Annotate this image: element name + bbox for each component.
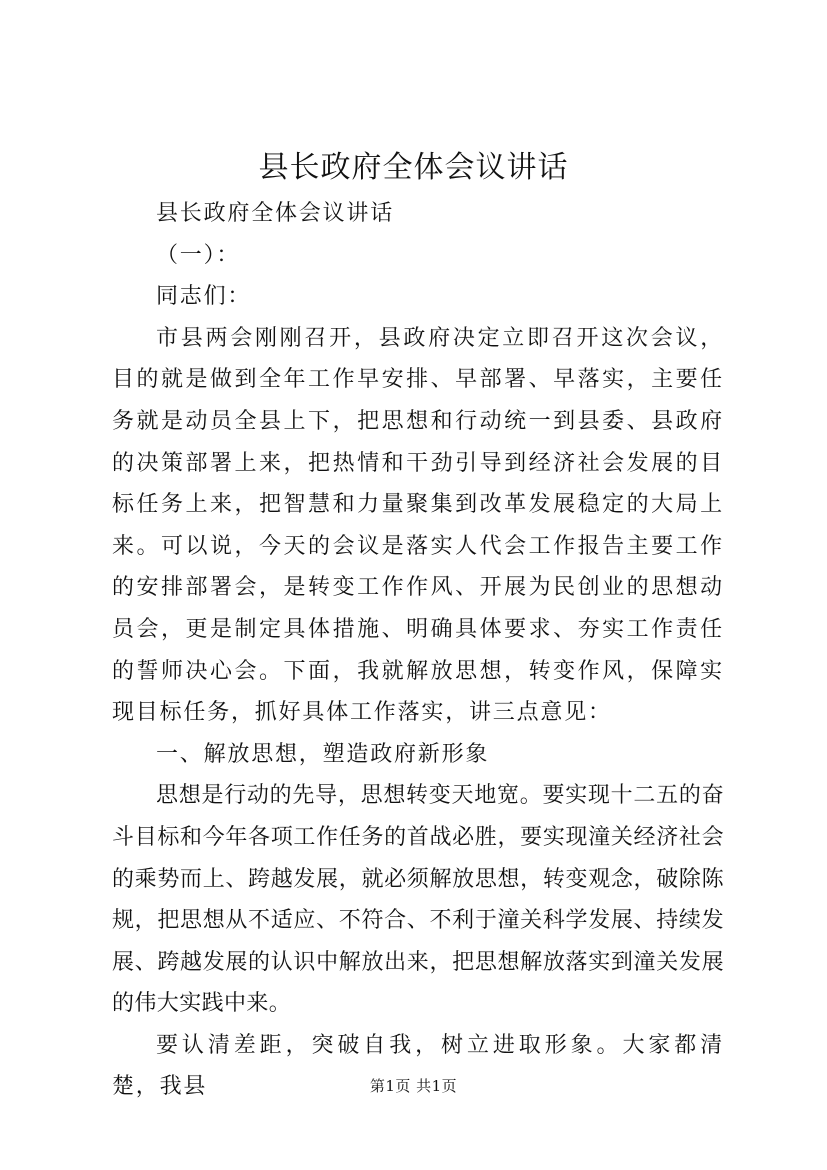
- body-paragraph: 思想是行动的先导，思想转变天地宽。要实现十二五的奋斗目标和今年各项工作任务的首战必胜，要实现潼关经济社会的乘势而上、跨越发展，就必须解放思想，转变观念，破除陈规，把思想从不适应、不符合、不利于潼关科学发展、持续发展、跨越发展的认识中解放出来，把思想解放落实到潼关发展的伟大实践中来。: [112, 783, 724, 1017]
- body-paragraph: 要认清差距，突破自我，树立进取形象。大家都清楚，我县: [112, 1032, 724, 1100]
- document-body: [112, 193, 724, 1108]
- document-title: 县长政府全体会议讲话: [258, 150, 569, 185]
- section-marker-paragraph: （一）：: [156, 242, 241, 268]
- salutation-paragraph: 同志们：: [156, 284, 252, 310]
- page-footer: 第1页 共1页: [369, 1077, 458, 1095]
- section-heading-paragraph: 一、解放思想，塑造政府新形象: [156, 741, 490, 767]
- body-paragraph: 市县两会刚刚召开，县政府决定立即召开这次会议，目的就是做到全年工作早安排、早部署、早落实，主要任务就是动员全县上下，把思想和行动统一到县委、县政府的决策部署上来，把热情和干劲引导到经济社会发展的目标任务上来，把智慧和力量聚集到改革发展稳定的大局上来。可以说，今天的会议是落实人代会工作报告主要工作的安排部署会，是转变工作作风、开展为民创业的思想动员会，更是制定具体措施、明确具体要求、夯实工作责任的誓师决心会。下面，我就解放思想，转变作风，保障实现目标任务，抓好具体工作落实，讲三点意见：: [112, 325, 724, 726]
- subtitle-paragraph: 县长政府全体会议讲话: [156, 201, 395, 226]
